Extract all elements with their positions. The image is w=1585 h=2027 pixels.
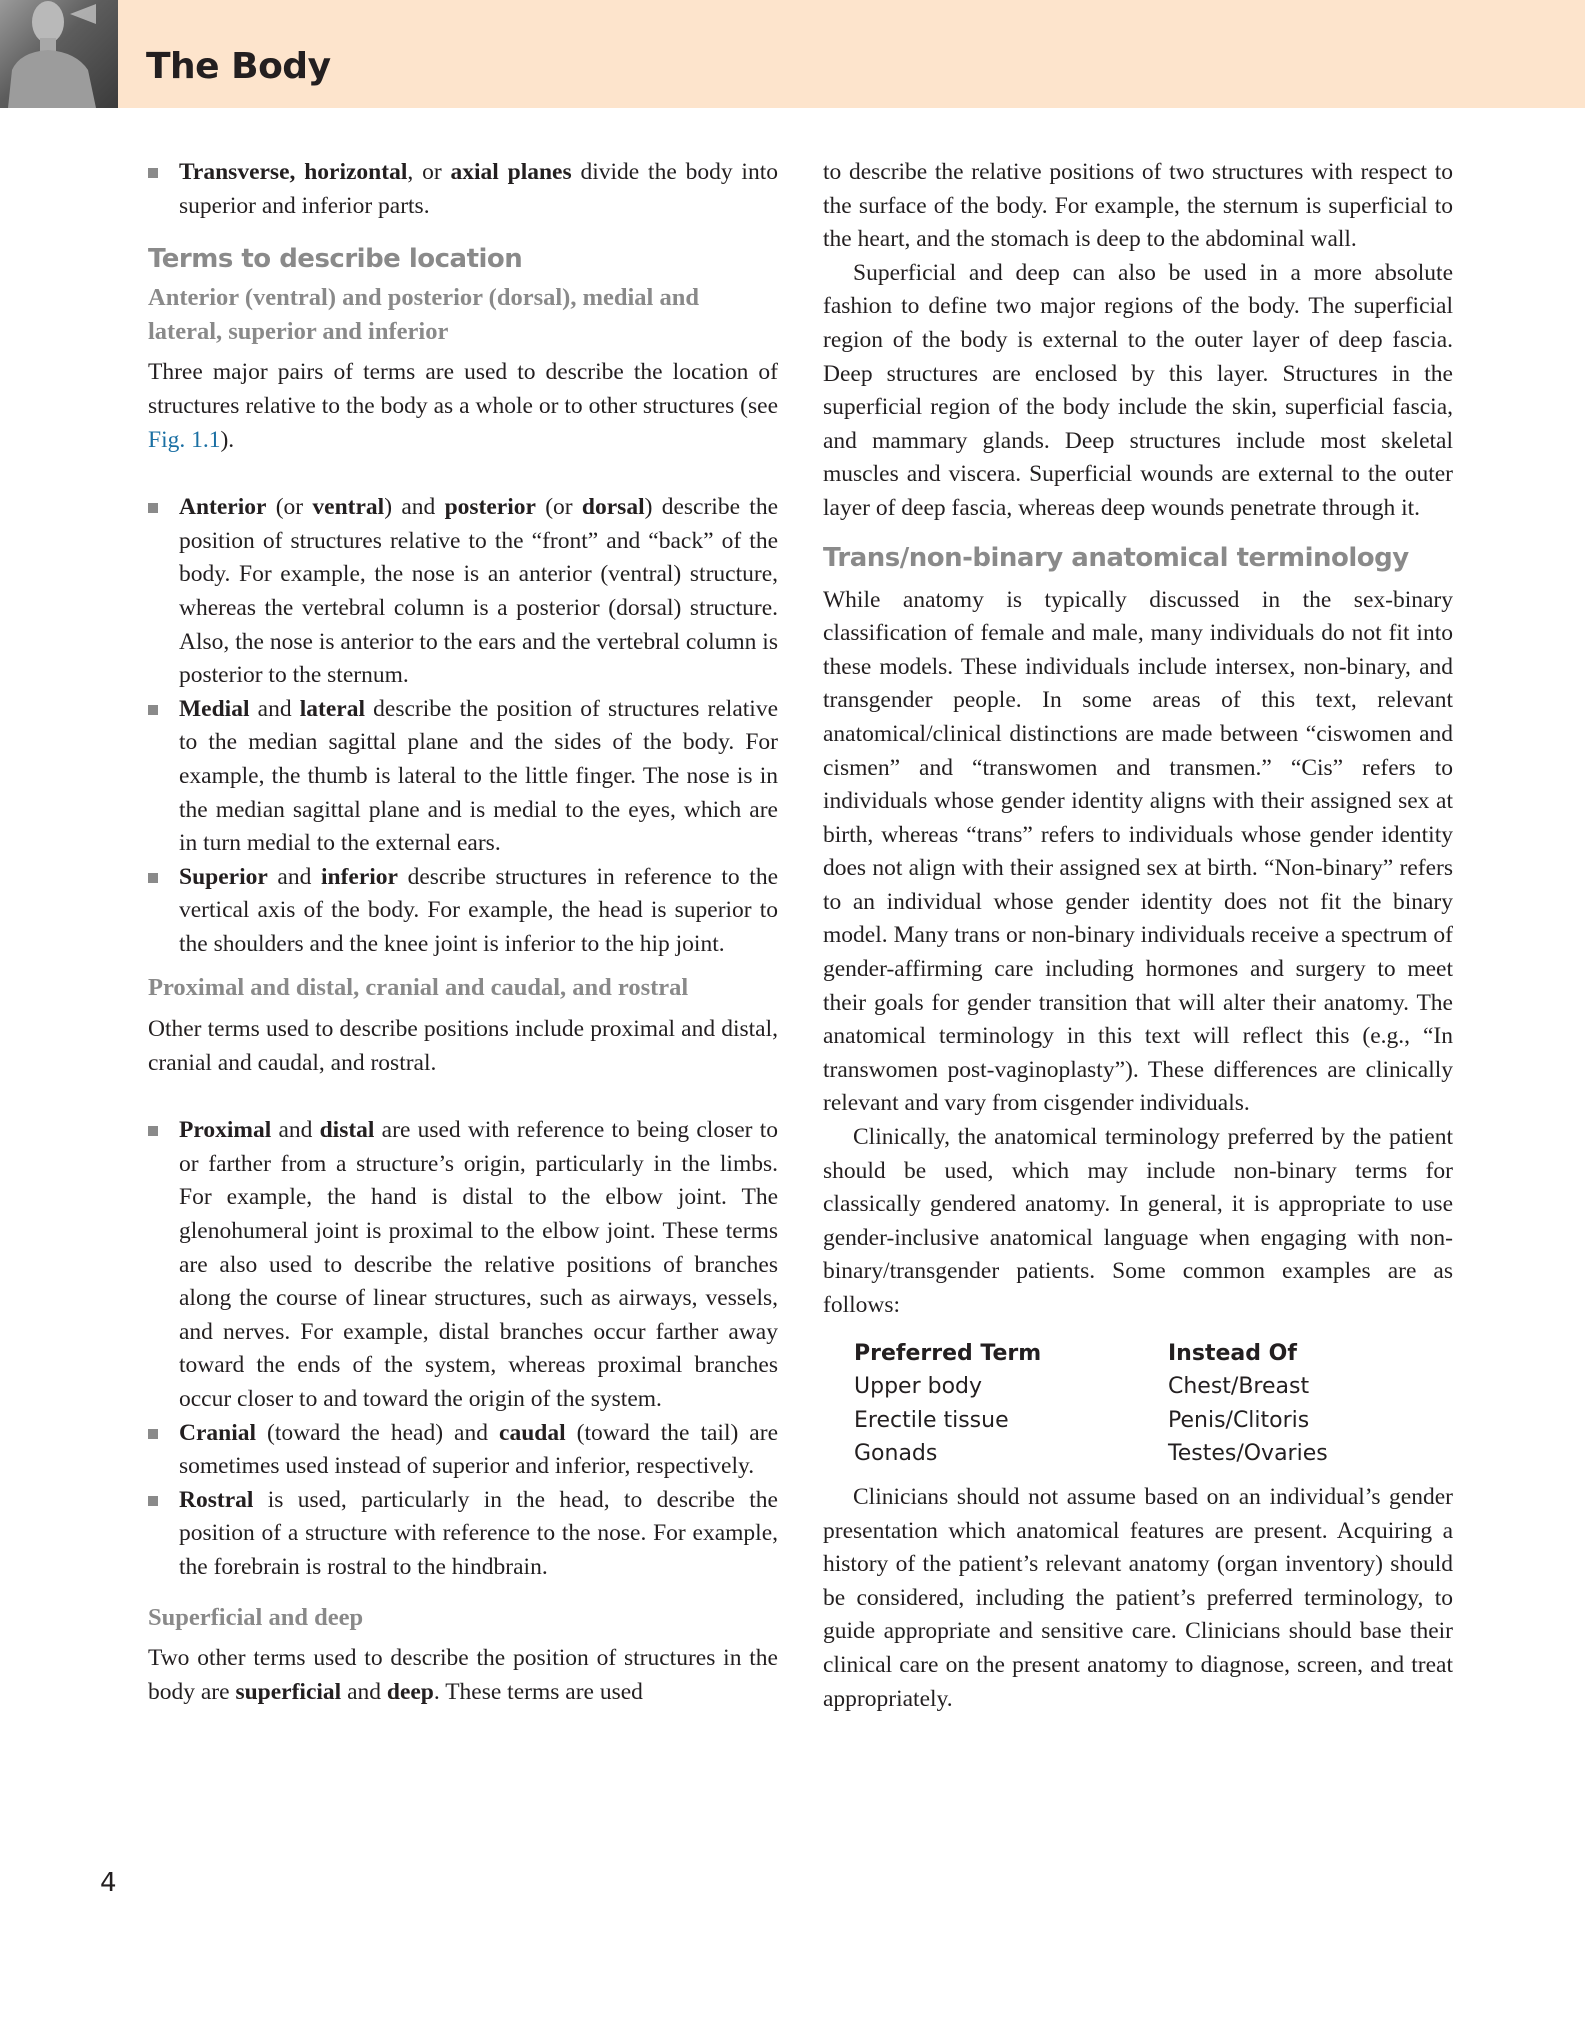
- bullet-square-icon: [148, 705, 158, 715]
- human-figure-icon: [0, 0, 118, 108]
- page-number: 4: [100, 1868, 117, 1898]
- table-cell: Penis/Clitoris: [1168, 1407, 1310, 1433]
- bullet-square-icon: [148, 1429, 158, 1439]
- table-header: Instead Of: [1168, 1340, 1297, 1366]
- list-item: Proximal and distal are used with reference to being closer to or farther from a structure’s origin, particularly in the limbs. For example, the hand is distal to the elbow joint. The glenohumeral joint is proximal to the elbow joint. These terms are also used to describe the relative positions of branches along the course of linear structures, such as airways, vessels, and nerves. For example, distal branches occur farther away toward the ends of the system, whereas proximal branches occur closer to and toward the origin of the system.: [148, 1114, 778, 1416]
- paragraph: Three major pairs of terms are used to describe the location of structures relative to the body as a whole or to other structures (see Fig. 1.1).: [148, 359, 778, 453]
- paragraph: to describe the relative positions of two structures with respect to the surface of the body. For example, the sternum is superficial to the heart, and the stomach is deep to the abdominal wall.: [823, 159, 1453, 253]
- subsection-heading: Superficial and deep: [148, 1603, 364, 1631]
- bullet-list: [148, 156, 778, 223]
- figure-link[interactable]: Fig. 1.1: [148, 426, 221, 453]
- bullet-list: [148, 1114, 778, 1584]
- paragraph: Other terms used to describe positions include proximal and distal, cranial and caudal, and rostral.: [148, 1016, 778, 1076]
- table-cell: Testes/Ovaries: [1168, 1441, 1328, 1467]
- right-column: [823, 156, 1453, 1716]
- list-item: Anterior (or ventral) and posterior (or dorsal) describe the position of structures relative to the “front” and “back” of the body. For example, the nose is an anterior (ventral) structure, whereas the vertebral column is a posterior (dorsal) structure. Also, the nose is anterior to the ears and the vertebral column is posterior to the sternum.: [148, 491, 778, 693]
- subsection-heading: Proximal and distal, cranial and caudal, and rostral: [148, 974, 689, 1002]
- table-cell: Erectile tissue: [854, 1407, 1009, 1433]
- paragraph: Two other terms used to describe the position of structures in the body are superficial and deep. These terms are used: [148, 1645, 778, 1705]
- bullet-square-icon: [148, 503, 158, 513]
- list-item: Transverse, horizontal, or axial planes divide the body into superior and inferior parts.: [148, 156, 778, 223]
- list-item: Medial and lateral describe the position of structures relative to the median sagittal plane and the sides of the body. For example, the thumb is lateral to the little finger. The nose is in the median sagittal plane and is medial to the eyes, which are in turn medial to the external ears.: [148, 693, 778, 861]
- list-item: Rostral is used, particularly in the head, to describe the position of a structure with reference to the nose. For example, the forebrain is rostral to the hindbrain.: [148, 1484, 778, 1585]
- table-cell: Upper body: [854, 1374, 983, 1400]
- terminology-table: [854, 1337, 1453, 1471]
- bullet-square-icon: [148, 1126, 158, 1136]
- paragraph: Clinically, the anatomical terminology preferred by the patient should be used, which may include non-binary terms for classically gendered anatomy. In general, it is appropriate to use gender-inclusive anatomical language when engaging with non-binary/transgender patients. Some common examples are as follows:: [823, 1124, 1453, 1318]
- bullet-square-icon: [148, 168, 158, 178]
- section-heading: Terms to describe location: [148, 244, 523, 275]
- bullet-square-icon: [148, 1496, 158, 1506]
- table-cell: Gonads: [854, 1441, 938, 1467]
- body-figure-thumbnail: [0, 0, 118, 108]
- subsection-heading: Anterior (ventral) and posterior (dorsal), medial and lateral, superior and inferior: [148, 284, 699, 345]
- paragraph: While anatomy is typically discussed in the sex-binary classification of female and male, many individuals do not fit into these models. These individuals include intersex, non-binary, and transgender people. In some areas of this text, relevant anatomical/clinical distinctions are made between “ciswomen and cismen” and “transwomen and transmen.” “Cis” refers to individuals whose gender identity aligns with their assigned sex at birth, whereas “trans” refers to individuals whose gender identity does not align with their assigned sex at birth. “Non-binary” refers to an individual whose gender identity does not fit the binary model. Many trans or non-binary individuals receive a spectrum of gender-affirming care including hormones and surgery to meet their goals for gender transition that will alter their anatomy. The anatomical terminology in this text will reflect this (e.g., “In transwomen post-vaginoplasty”). These differences are clinically relevant and vary from cisgender individuals.: [823, 586, 1453, 1117]
- chapter-title: The Body: [146, 46, 331, 87]
- left-column: [148, 156, 778, 1709]
- table-cell: Chest/Breast: [1168, 1374, 1310, 1400]
- chapter-header-band: [0, 0, 1585, 108]
- table-header: Preferred Term: [854, 1340, 1042, 1366]
- paragraph: Clinicians should not assume based on an individual’s gender presentation which anatomical features are present. Acquiring a history of the patient’s relevant anatomy (organ inventory) should be considered, including the patient’s preferred terminology, to guide appropriate and sensitive care. Clinicians should base their clinical care on the present anatomy to diagnose, screen, and treat appropriately.: [823, 1483, 1453, 1712]
- list-item: Superior and inferior describe structures in reference to the vertical axis of the body. For example, the head is superior to the shoulders and the knee joint is inferior to the hip joint.: [148, 861, 778, 962]
- section-heading: Trans/non-binary anatomical terminology: [823, 542, 1409, 573]
- bullet-square-icon: [148, 873, 158, 883]
- list-item: Cranial (toward the head) and caudal (toward the tail) are sometimes used instead of superior and inferior, respectively.: [148, 1417, 778, 1484]
- bullet-list: [148, 491, 778, 961]
- paragraph: Superficial and deep can also be used in a more absolute fashion to define two major regions of the body. The superficial region of the body is external to the outer layer of deep fascia. Deep structures are enclosed by this layer. Structures in the superficial region of the body include the skin, superficial fascia, and mammary glands. Deep structures include most skeletal muscles and viscera. Superficial wounds are external to the outer layer of deep fascia, whereas deep wounds penetrate through it.: [823, 259, 1453, 521]
